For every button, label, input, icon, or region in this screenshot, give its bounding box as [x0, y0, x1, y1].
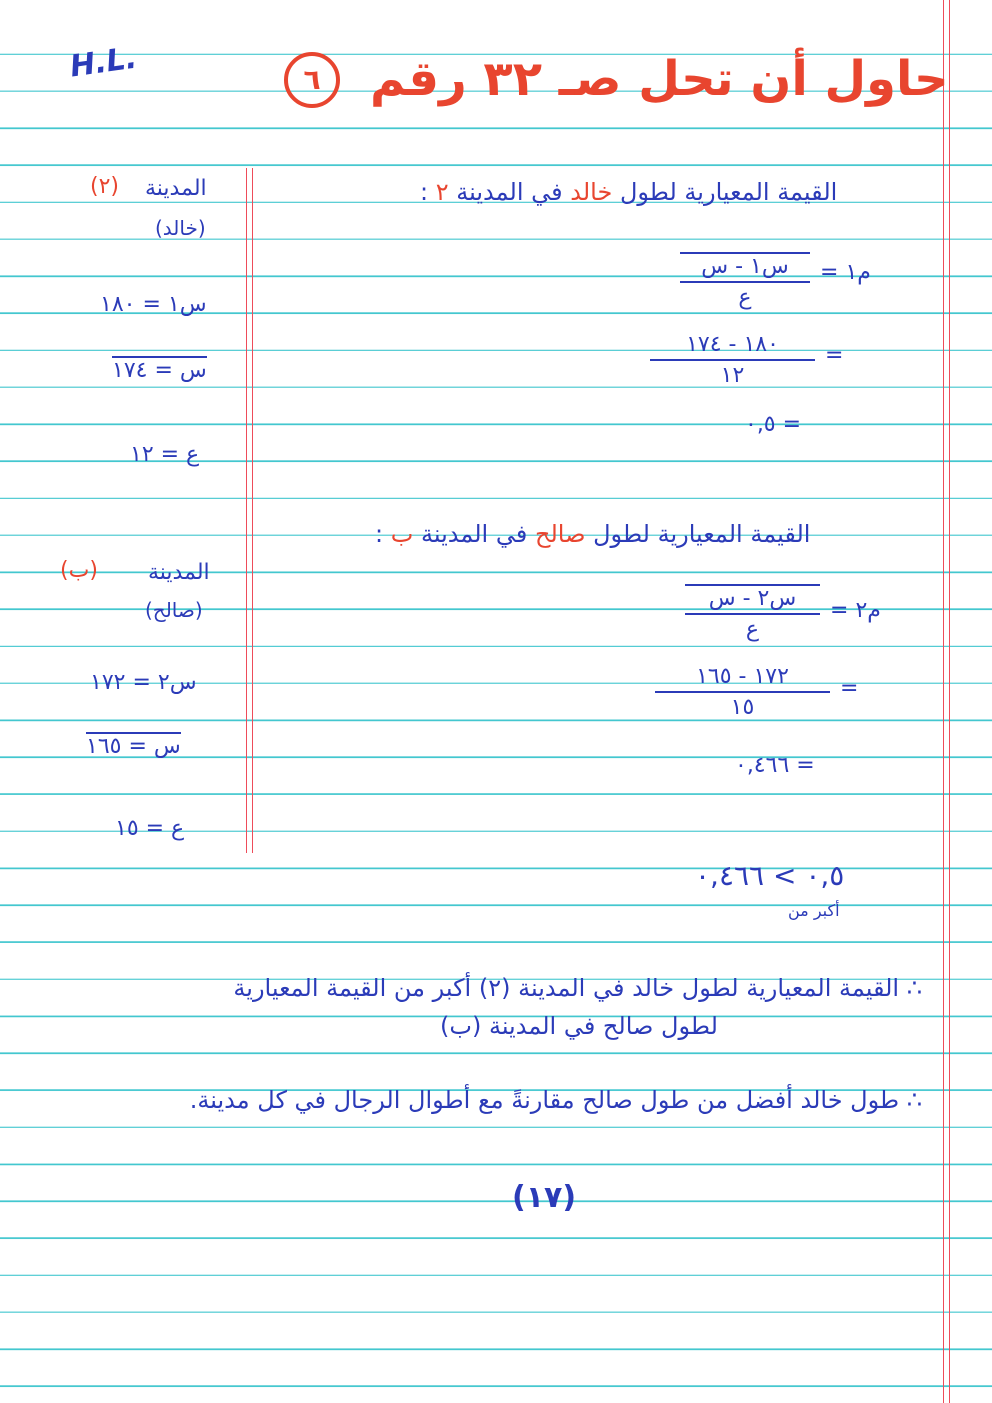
section-b-heading-name: صالح	[534, 520, 586, 548]
section-b-heading	[375, 522, 810, 546]
section-b-heading-suffix: في المدينة	[420, 520, 528, 548]
conclusion-line-1: ∴ القيمة المعيارية لطول خالد في المدينة (٢) أكبر من القيمة المعيارية	[233, 974, 922, 1002]
section-a-formula-numerator: س١ - س	[680, 252, 810, 281]
section-b-result: = ٠,٤٦٦	[735, 753, 815, 778]
section-a-substitution-denominator: ١٢	[720, 363, 745, 388]
section-a-heading-prefix: القيمة المعيارية لطول	[619, 178, 838, 206]
city-b-x-value: س٢ = ١٧٢	[90, 670, 197, 695]
section-b-formula-denominator: ع	[745, 617, 760, 642]
author-initials: H.L.	[67, 40, 140, 85]
section-a-result: = ٠,٥	[745, 412, 802, 437]
section-a-substitution-equals: =	[825, 343, 844, 368]
city-b-mean-value: س = ١٦٥	[86, 734, 181, 759]
city-b-person: (صالح)	[145, 598, 203, 622]
section-a-substitution-fraction	[650, 332, 815, 388]
city-b-label: (ب)	[60, 558, 98, 583]
section-b-substitution-denominator: ١٥	[730, 695, 755, 720]
column-divider-line-2	[252, 168, 253, 853]
section-a-formula-fraction	[680, 252, 810, 310]
section-a-lhs: م١ =	[820, 260, 871, 285]
city-a-mean-value: س = ١٧٤	[112, 358, 207, 383]
section-a-heading-suffix: في المدينة	[456, 178, 563, 206]
right-margin-line-2	[949, 0, 950, 1403]
section-a-heading-name: خالد	[570, 178, 613, 206]
section-b-formula-numerator: س٢ - س	[685, 584, 820, 613]
section-a-formula-denominator: ع	[738, 285, 752, 310]
section-b-substitution-fraction	[655, 664, 830, 720]
city-a-label: (٢)	[90, 174, 120, 199]
city-a-person: (خالد)	[155, 216, 206, 240]
page-title: حاول أن تحل صـ ٣٢ رقم	[370, 51, 949, 107]
section-b-substitution-equals: =	[840, 676, 859, 701]
column-divider-line	[246, 168, 247, 853]
section-b-heading-colon: :	[375, 520, 384, 548]
section-b-substitution-numerator: ١٧٢ - ١٦٥	[696, 664, 789, 689]
section-b-lhs: م٢ =	[830, 598, 881, 623]
right-margin-line	[943, 0, 944, 1403]
page-number: (١٧)	[512, 1180, 577, 1215]
city-a-sd-value: ع = ١٢	[130, 442, 200, 467]
section-b-heading-label: ب	[390, 520, 414, 548]
city-b-sd-value: ع = ١٥	[115, 816, 185, 841]
city-a-x-value: س١ = ١٨٠	[100, 292, 207, 317]
comparison-note: أكبر من	[788, 901, 840, 920]
section-b-formula-fraction	[685, 584, 820, 642]
problem-number: ٦	[303, 63, 321, 96]
problem-number-circle	[284, 52, 340, 108]
section-a-heading-label: ٢	[435, 178, 449, 206]
conclusion-line-3: ∴ طول خالد أفضل من طول صالح مقارنةً مع أطوال الرجال في كل مدينة.	[189, 1086, 922, 1114]
section-a-substitution-numerator: ١٨٠ - ١٧٤	[686, 332, 779, 357]
comparison-expression: ٠,٥ > ٠,٤٦٦	[695, 859, 845, 892]
city-a-title: المدينة	[145, 176, 207, 201]
conclusion-line-2: لطول صالح في المدينة (ب)	[440, 1012, 718, 1040]
section-a-heading-colon: :	[420, 178, 429, 206]
section-a-heading	[420, 180, 837, 204]
city-b-title: المدينة	[148, 560, 210, 585]
section-b-heading-prefix: القيمة المعيارية لطول	[593, 520, 811, 548]
